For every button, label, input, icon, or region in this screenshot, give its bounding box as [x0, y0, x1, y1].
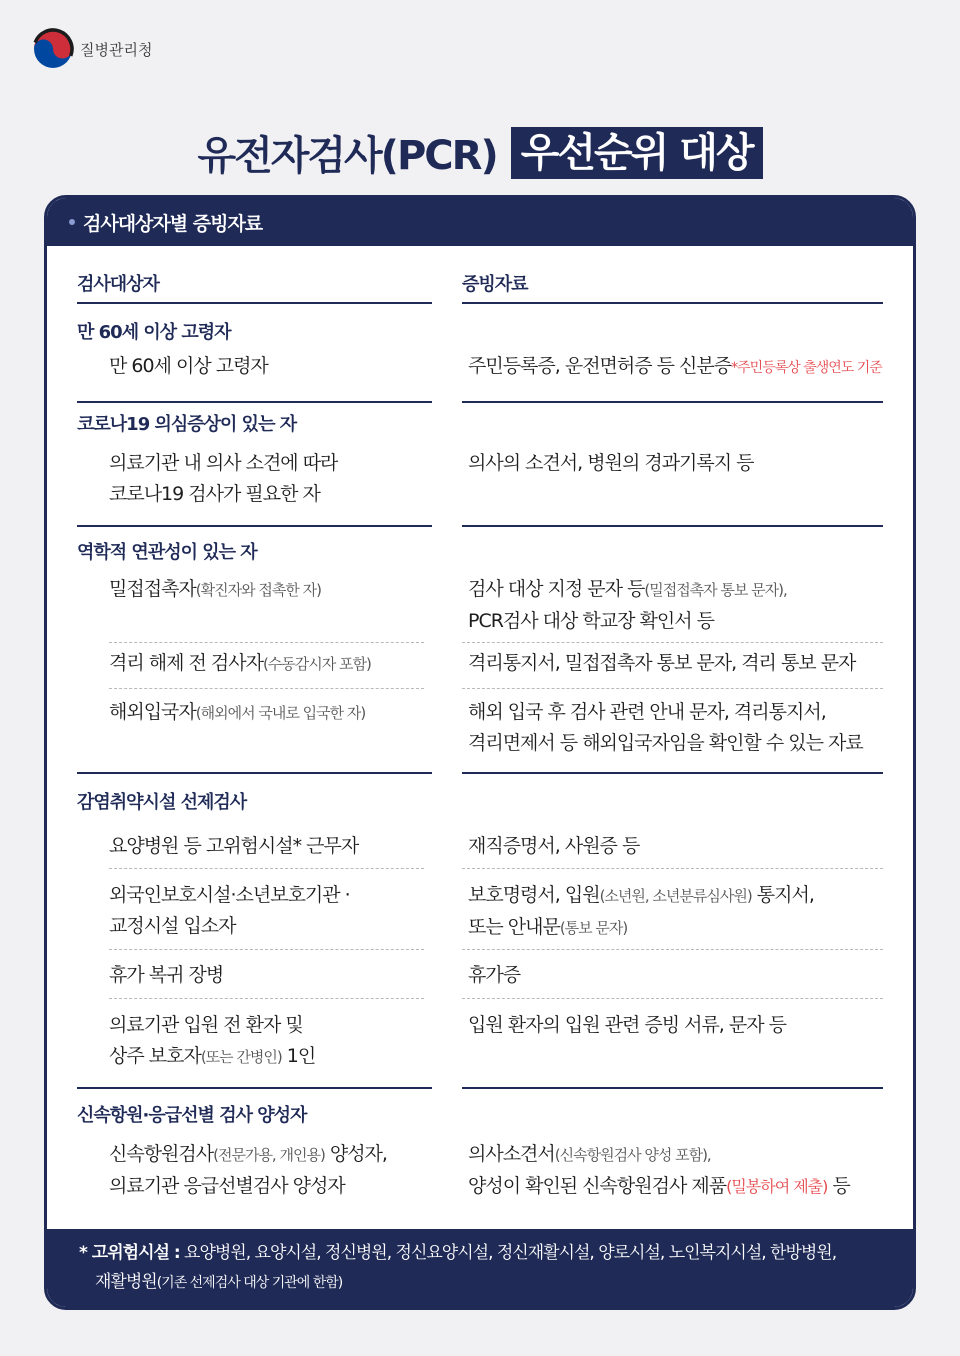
footnote-note: (기존 선제검사 대상 기관에 한함) [156, 1275, 343, 1291]
row-right-text: 주민등록증, 운전면허증 등 신분증 [468, 355, 732, 377]
row-left-line: 외국인보호시설·소년보호기관 · [109, 884, 350, 906]
divider [77, 772, 432, 774]
section-title-symptoms: 코로나19 의심증상이 있는 자 [77, 414, 297, 435]
row-right-note: (통보 문자) [559, 919, 628, 937]
divider [77, 525, 432, 527]
row-left-line: 의료기관 내 의사 소견에 따라 [109, 452, 338, 474]
row-right [468, 574, 908, 637]
row-left-line: 교정시설 입소자 [109, 915, 236, 937]
row-right: 입원 환자의 입원 관련 증빙 서류, 문자 등 [468, 1014, 786, 1036]
dashed-divider [109, 868, 424, 869]
row-right-note: (소년원, 소년분류심사원) [599, 887, 752, 905]
title-main: 유전자검사(PCR) [197, 133, 497, 179]
row-left-text: 격리 해제 전 검사자 [109, 652, 263, 674]
row-right: 휴가증 [468, 964, 521, 986]
dashed-divider [109, 998, 424, 999]
row-right: 재직증명서, 사원증 등 [468, 835, 640, 857]
divider [462, 1087, 883, 1089]
divider [462, 525, 883, 527]
row-left-note: (수동감시자 포함) [262, 655, 371, 673]
row-left [109, 1139, 454, 1202]
divider [462, 772, 883, 774]
section-title-rapid-test-positive: 신속항원·응급선별 검사 양성자 [77, 1105, 307, 1126]
divider [77, 302, 432, 304]
row-left [109, 574, 439, 606]
card-header-title: 검사대상자별 증빙자료 [83, 212, 263, 235]
row-left-note: (해외에서 국내로 입국한 자) [195, 704, 366, 722]
org-logo [32, 28, 152, 70]
section-title-epidemiological: 역학적 연관성이 있는 자 [77, 542, 257, 563]
row-right-text: 양성이 확인된 신속항원검사 제품 [468, 1175, 727, 1197]
row-right [468, 697, 908, 759]
row-left [109, 697, 449, 729]
row-right-note: (밀접접촉자 통보 문자), [644, 581, 787, 599]
divider [77, 1087, 432, 1089]
dashed-divider [462, 998, 883, 999]
row-right-red-note: (밀봉하여 제출) [726, 1177, 828, 1196]
note-text: *주민등록상 출생연도 기준 [731, 360, 882, 376]
footnote [47, 1229, 913, 1307]
row-left-line: 코로나19 검사가 필요한 자 [109, 483, 320, 505]
card-header [47, 198, 913, 246]
row-left-text: 신속항원검사 [109, 1143, 214, 1165]
row-right-text: 등 [827, 1175, 850, 1197]
row-left-note: (또는 간병인) [200, 1048, 282, 1066]
row-left-text: 상주 보호자 [109, 1045, 201, 1067]
column-header-target: 검사대상자 [77, 274, 159, 295]
bullet-icon [69, 219, 75, 225]
divider [77, 401, 432, 403]
row-left-note: (확진자와 접촉한 자) [195, 581, 321, 599]
footnote-text: 재활병원 [95, 1272, 157, 1292]
row-right-text: 검사 대상 지정 문자 등 [468, 578, 645, 600]
dashed-divider [462, 949, 883, 950]
row-left-text: 양성자, [324, 1143, 387, 1165]
row-left-line: 의료기관 입원 전 환자 및 [109, 1014, 303, 1036]
row-right-text: 통지서, [751, 884, 814, 906]
row-left: 만 60세 이상 고령자 [109, 355, 268, 377]
row-left-text: 1인 [281, 1045, 316, 1067]
row-left-text: 밀접접촉자 [109, 578, 196, 600]
taegeuk-icon [32, 28, 74, 70]
section-title-elderly: 만 60세 이상 고령자 [77, 322, 231, 343]
row-right: 격리통지서, 밀접접촉자 통보 문자, 격리 통보 문자 [468, 652, 856, 674]
divider [462, 302, 883, 304]
evidence-card [44, 195, 916, 1310]
title-highlight: 우선순위 대상 [511, 127, 763, 179]
row-right [468, 351, 916, 384]
section-title-vulnerable-facilities: 감염취약시설 선제검사 [77, 792, 247, 813]
column-header-evidence: 증빙자료 [462, 274, 528, 295]
dashed-divider [109, 949, 424, 950]
org-name: 질병관리청 [80, 40, 153, 59]
row-right-text: 의사소견서 [468, 1143, 555, 1165]
row-right-line: 격리면제서 등 해외입국자임을 확인할 수 있는 자료 [468, 732, 863, 754]
row-left [109, 1010, 439, 1073]
row-right [468, 880, 908, 944]
divider [462, 401, 883, 403]
dashed-divider [109, 642, 424, 643]
row-left: 휴가 복귀 장병 [109, 964, 224, 986]
row-left [109, 648, 439, 680]
row-left-text: 해외입국자 [109, 701, 196, 723]
row-left: 요양병원 등 고위험시설* 근무자 [109, 835, 359, 857]
row-left-line: 의료기관 응급선별검사 양성자 [109, 1175, 345, 1197]
row-right-text: 또는 안내문 [468, 916, 560, 938]
dashed-divider [109, 688, 424, 689]
footnote-label: * 고위험시설 : [79, 1243, 180, 1263]
row-right: 의사의 소견서, 병원의 경과기록지 등 [468, 452, 754, 474]
dashed-divider [462, 642, 883, 643]
row-right-note: (신속항원검사 양성 포함), [554, 1146, 711, 1164]
footnote-text: 요양병원, 요양시설, 정신병원, 정신요양시설, 정신재활시설, 양로시설, 노인복지시설, 한방병원, [179, 1243, 837, 1263]
row-right [468, 1139, 908, 1202]
row-right-line: 해외 입국 후 검사 관련 안내 문자, 격리통지서, [468, 701, 826, 723]
row-left-note: (전문가용, 개인용) [213, 1146, 325, 1164]
page-title [0, 124, 960, 181]
row-right-line: PCR검사 대상 학교장 확인서 등 [468, 610, 714, 632]
dashed-divider [462, 688, 883, 689]
row-left [109, 880, 439, 942]
row-left [109, 448, 439, 510]
dashed-divider [462, 868, 883, 869]
row-right-text: 보호명령서, 입원 [468, 884, 600, 906]
